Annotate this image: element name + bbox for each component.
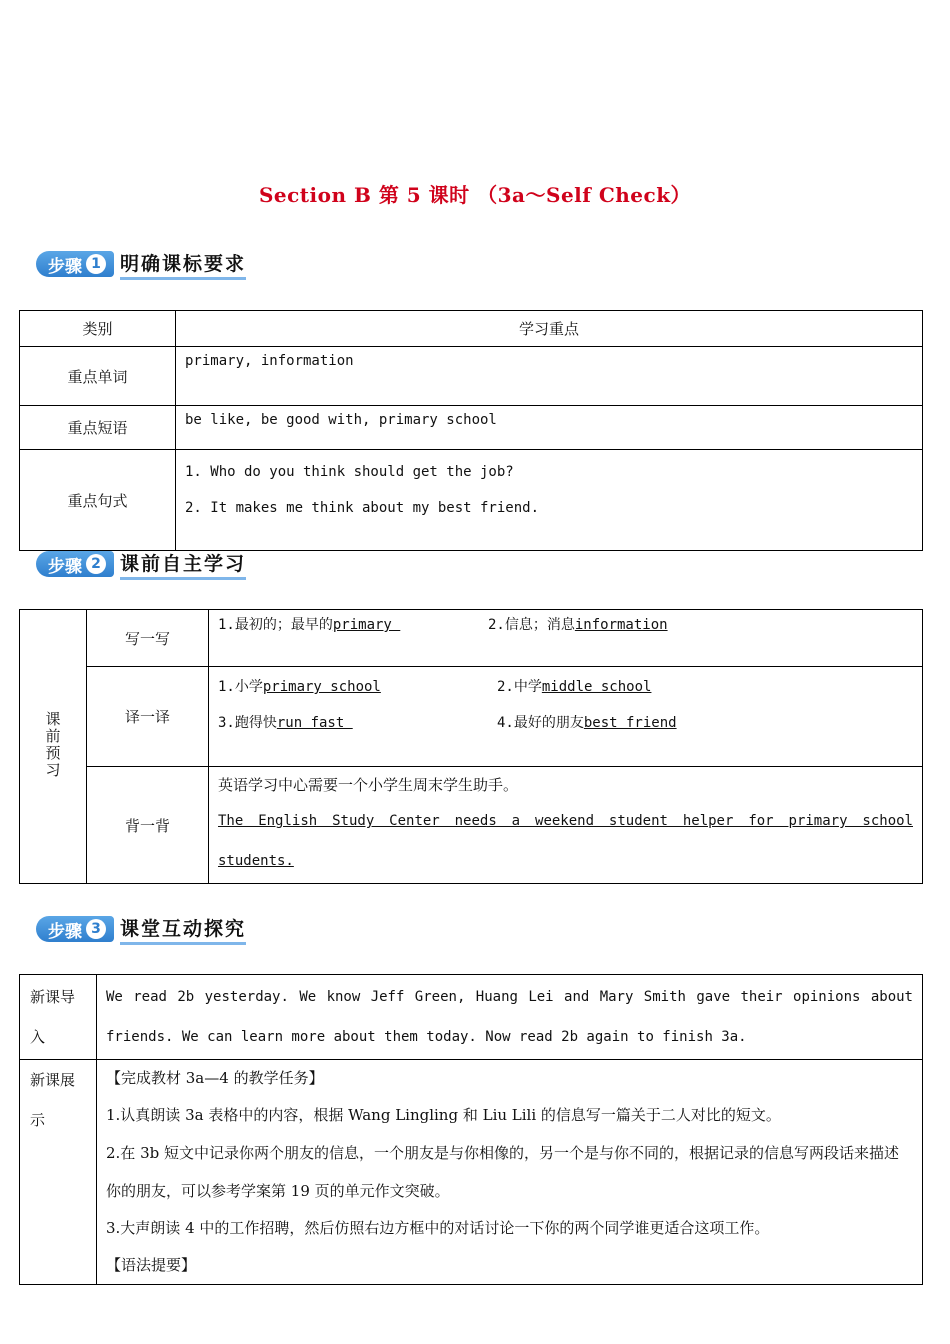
prompt: 4.最好的朋友 xyxy=(497,715,584,731)
answer: run fast xyxy=(276,715,353,731)
step-badge xyxy=(36,251,114,277)
answer: primary school xyxy=(262,679,381,695)
translate-item-2 xyxy=(497,679,651,695)
translate-item-3 xyxy=(218,705,497,741)
step-badge-text: 步骤 xyxy=(48,921,82,942)
prompt: 1.小学 xyxy=(218,679,263,695)
category-words: 重点单词 xyxy=(20,347,176,406)
header-category: 类别 xyxy=(20,311,176,347)
translate-item-4 xyxy=(497,715,677,731)
step-label: 课前自主学习 xyxy=(120,549,246,580)
key-points-table xyxy=(19,310,923,551)
step-number: 1 xyxy=(86,254,106,274)
step-number: 2 xyxy=(86,554,106,574)
answer: primary xyxy=(332,617,401,633)
recite-chinese: 英语学习中心需要一个小学生周末学生助手。 xyxy=(218,776,519,794)
show-line-1: 【完成教材 3a—4 的教学任务】 xyxy=(106,1069,324,1087)
prompt: 2.信息；消息 xyxy=(488,617,575,633)
show-line-5: 【语法提要】 xyxy=(106,1256,197,1274)
step-1-header xyxy=(36,250,246,278)
translate-item-1 xyxy=(218,669,497,705)
show-content xyxy=(97,1060,923,1285)
show-line-4: 3.大声朗读 4 中的工作招聘，然后仿照右边方框中的对话讨论一下你的两个同学谁更适合这项工作。 xyxy=(106,1219,770,1237)
intro-label: 新课导入 xyxy=(30,988,76,1046)
sentence-2: 2. It makes me think about my best friend. xyxy=(185,500,540,516)
translate-label: 译一译 xyxy=(87,667,209,767)
write-item-2 xyxy=(488,617,668,633)
category-sentences: 重点句式 xyxy=(20,450,176,551)
prompt: 3.跑得快 xyxy=(218,715,277,731)
write-content xyxy=(209,610,923,667)
content-phrases xyxy=(176,406,923,450)
header-focus: 学习重点 xyxy=(176,311,923,347)
show-line-3: 2.在 3b 短文中记录你两个朋友的信息，一个朋友是与你相像的，另一个是与你不同的，根据记录的信息写两段话来描述你的朋友，可以参考学案第 19 页的单元作文突破。 xyxy=(106,1144,899,1200)
step-badge xyxy=(36,551,114,577)
translate-content xyxy=(209,667,923,767)
content-sentences xyxy=(176,450,923,551)
step-label: 明确课标要求 xyxy=(120,249,246,280)
step-badge-text: 步骤 xyxy=(48,256,82,277)
content-words xyxy=(176,347,923,406)
page-title: Section B 第 5 课时 （3a～Self Check） xyxy=(258,183,692,207)
prompt: 1.最初的；最早的 xyxy=(218,617,333,633)
side-label-cell xyxy=(20,610,87,884)
intro-content xyxy=(97,975,923,1060)
words-text: primary, information xyxy=(185,353,354,369)
step-badge xyxy=(36,916,114,942)
recite-english-1: The English Study Center needs a weekend student helper for primary school xyxy=(218,813,913,829)
recite-english-2: students. xyxy=(218,853,294,869)
step-2-header xyxy=(36,550,246,578)
step-label: 课堂互动探究 xyxy=(120,914,246,945)
show-line-2: 1.认真朗读 3a 表格中的内容，根据 Wang Lingling 和 Liu Lili 的信息写一篇关于二人对比的短文。 xyxy=(106,1106,781,1124)
write-item-1 xyxy=(218,612,488,638)
recite-content xyxy=(209,767,923,884)
prompt: 2.中学 xyxy=(497,679,542,695)
step-number: 3 xyxy=(86,919,106,939)
answer: information xyxy=(574,617,668,633)
intro-label-cell xyxy=(20,975,97,1060)
intro-text: We read 2b yesterday. We know Jeff Green, Huang Lei and Mary Smith gave their opinions about friends. We can learn more about them today. Now read 2b again to finish 3a. xyxy=(106,989,913,1045)
write-label: 写一写 xyxy=(87,610,209,667)
answer: middle school xyxy=(541,679,652,695)
answer: best friend xyxy=(583,715,677,731)
recite-label: 背一背 xyxy=(87,767,209,884)
step-3-header xyxy=(36,915,246,943)
phrases-text: be like, be good with, primary school xyxy=(185,412,497,428)
category-phrases: 重点短语 xyxy=(20,406,176,450)
step-badge-text: 步骤 xyxy=(48,556,82,577)
preview-table xyxy=(19,609,923,884)
classroom-table xyxy=(19,974,923,1285)
side-label: 课前预习 xyxy=(43,710,62,779)
sentence-1: 1. Who do you think should get the job? xyxy=(185,464,514,480)
show-label: 新课展示 xyxy=(30,1071,76,1129)
show-label-cell xyxy=(20,1060,97,1285)
